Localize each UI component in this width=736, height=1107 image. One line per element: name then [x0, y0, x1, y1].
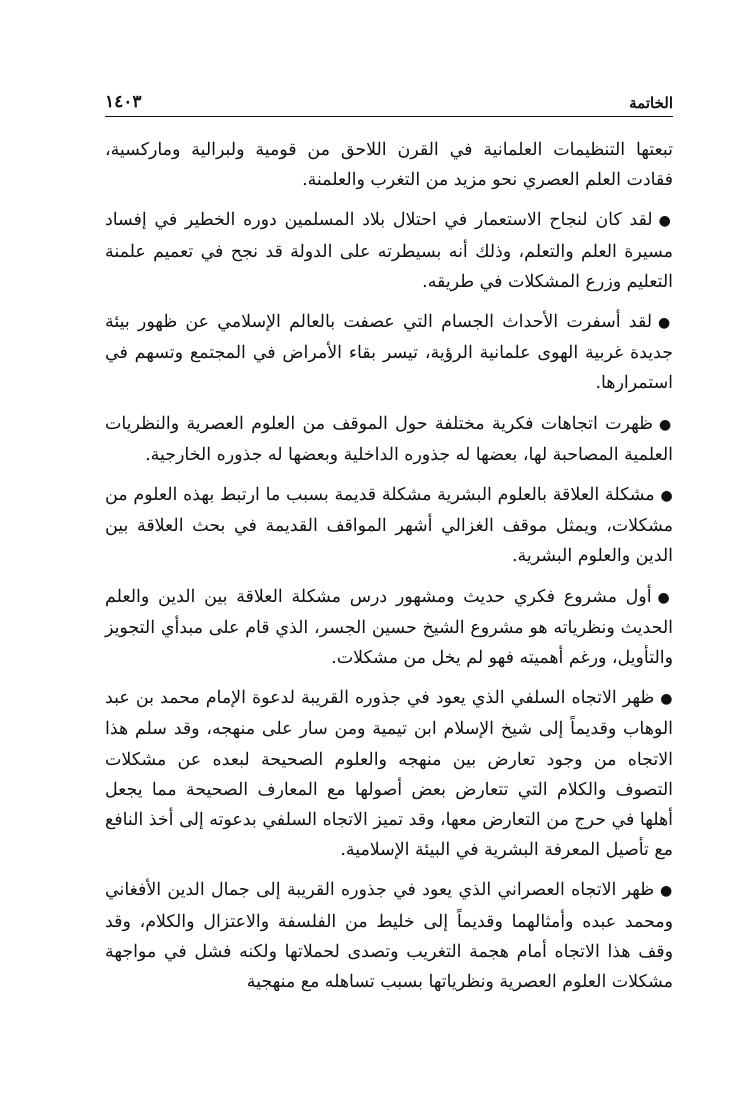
paragraph-text: مشكلة العلاقة بالعلوم البشرية مشكلة قديمة بسبب ما ارتبط بهذه العلوم من مشكلات، ويمثل موقف الغزالي أشهر المواقف القديمة في بحث العلاقة بين الدين والعلوم البشرية.	[105, 485, 673, 567]
bullet-icon: ●	[660, 488, 674, 505]
bullet-icon: ●	[660, 691, 673, 708]
paragraph	[105, 480, 673, 572]
paragraph	[105, 409, 673, 470]
paragraph	[105, 135, 673, 195]
body-text	[105, 135, 673, 997]
paragraph-text: تبعتها التنظيمات العلمانية في القرن اللاحق من قومية ولبرالية وماركسية، فقادت العلم العصري نحو مزيد من التغرب والعلمنة.	[105, 140, 673, 191]
chapter-title: الخاتمة	[629, 94, 673, 112]
paragraph-text: لقد أسفرت الأحداث الجسام التي عصفت بالعالم الإسلامي عن ظهور بيئة جديدة غربية الهوى علمانية الرؤية، تيسر بقاء الأمراض في المجتمع وتسهم في استمرارها.	[105, 312, 673, 394]
bullet-icon: ●	[659, 416, 674, 433]
bullet-icon: ●	[658, 315, 673, 332]
paragraph-text: ظهر الاتجاه السلفي الذي يعود في جذوره القريبة لدعوة الإمام محمد بن عبد الوهاب وقديماً إلى شيخ الإسلام ابن تيمية ومن سار على منهجه، وقد سلم هذا الاتجاه من وجود تعارض بين منهجه والعلوم الصحيحة لبعده عن مشكلات التصوف والكلام التي تتعارض بعض أصولها مع المعارف الصحيحة مما يجعل أهلها في حرج من التعارض معها، وقد تميز الاتجاه السلفي بدعوته إلى أخذ النافع مع تأصيل المعرفة البشرية في البيئة الإسلامية.	[105, 688, 673, 861]
paragraph	[105, 875, 673, 997]
paragraph-text: أول مشروع فكري حديث ومشهور درس مشكلة العلاقة بين الدين والعلم الحديث ونظرياته هو مشروع الشيخ حسين الجسر، الذي قام على مبدأي التجويز والتأويل، ورغم أهميته فهو لم يخل من مشكلات.	[105, 586, 673, 669]
paragraph	[105, 307, 673, 399]
paragraph	[105, 683, 673, 865]
paragraph-text: لقد كان لنجاح الاستعمار في احتلال بلاد المسلمين دوره الخطير في إفساد مسيرة العلم والتعلم، وذلك أنه بسيطرته على الدولة قد نجح في تعميم علمنة التعليم وزرع المشكلات في طريقه.	[105, 210, 673, 292]
bullet-icon: ●	[657, 589, 673, 606]
bullet-icon: ●	[660, 883, 673, 900]
paragraph-text: ظهرت اتجاهات فكرية مختلفة حول الموقف من العلوم العصرية والنظريات العلمية المصاحبة لها، بعضها له جذوره الداخلية وبعضها له جذوره الخارجية.	[105, 413, 673, 465]
running-header	[105, 84, 673, 117]
paragraph	[105, 582, 673, 674]
bullet-icon: ●	[658, 213, 674, 230]
document-page	[105, 84, 673, 1007]
page-number: ١٤٠٣	[105, 92, 142, 112]
paragraph	[105, 205, 673, 297]
paragraph-text: ظهر الاتجاه العصراني الذي يعود في جذوره القريبة إلى جمال الدين الأفغاني ومحمد عبده وأمثالهما وقديماً إلى خليط من الفلسفة والاعتزال والكلام، وقد وقف هذا الاتجاه أمام هجمة التغريب وتصدى لحملاتها ولكنه فشل في مواجهة مشكلات العلوم العصرية ونظرياتها بسبب تساهله مع منهجية	[105, 880, 673, 993]
